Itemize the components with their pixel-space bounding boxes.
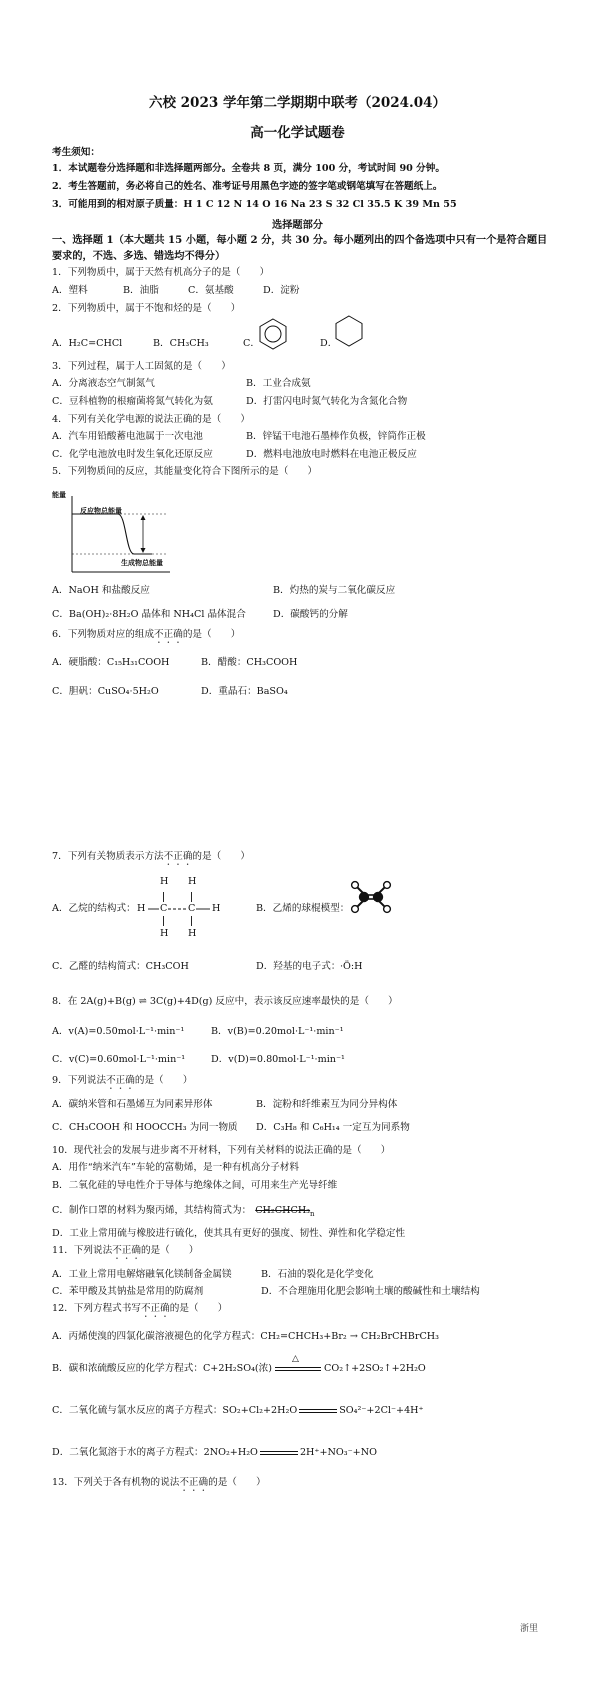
ethane-c-2: C (188, 903, 196, 914)
ethane-h-top-1: H (160, 876, 169, 887)
q2-option-c: C． (243, 338, 260, 349)
exam-subtitle: 高一化学试题卷 (250, 125, 345, 141)
q5-stem: 5．下列物质间的反应，其能量变化符合下图所示的是（ ） (52, 466, 318, 477)
notice-item-2: 2．考生答题前，务必将自己的姓名、准考证号用黑色字迹的签字笔或钢笔填写在答题纸上。 (52, 181, 443, 192)
ethylene-ball-stick-icon (348, 880, 394, 914)
q3-option-d: D．打雷闪电时氮气转化为含氮化合物 (246, 396, 408, 407)
ethane-h-bottom-1: H (160, 928, 169, 939)
q6-option-b: B．醋酸：CH₃COOH (201, 657, 298, 668)
q8-option-b: B．v(B)=0.20mol·L⁻¹·min⁻¹ (211, 1026, 344, 1037)
q9-option-c: C．CH₃COOH 和 HOOCCH₃ 为同一物质 (52, 1122, 238, 1133)
q11-option-d: D．不合理施用化肥会影响土壤的酸碱性和土壤结构 (261, 1286, 480, 1297)
q3-stem: 3．下列过程，属于人工固氮的是（ ） (52, 361, 231, 372)
q6-stem: 6．下列物质对应的组成不正确的是（ ） (52, 629, 241, 640)
benzene-ring-icon (258, 317, 288, 351)
q8-option-d: D．v(D)=0.80mol·L⁻¹·min⁻¹ (211, 1054, 345, 1065)
q3-option-c: C．豆科植物的根瘤菌将氮气转化为氨 (52, 396, 213, 407)
footer-mark: 浙里 (520, 1624, 539, 1634)
equals-sign (260, 1451, 298, 1455)
q10-option-d: D．工业上常用硫与橡胶进行硫化，使其具有更好的强度、韧性、弹性和化学稳定性 (52, 1228, 406, 1239)
q5-option-b: B．灼热的炭与二氧化碳反应 (273, 585, 396, 596)
q6-option-d: D．重晶石：BaSO₄ (201, 686, 288, 697)
q2-option-d: D． (320, 338, 338, 349)
q1-option-c: C．氨基酸 (188, 285, 234, 296)
q5-option-a: A．NaOH 和盐酸反应 (52, 585, 150, 596)
q4-option-a: A．汽车用铅酸蓄电池属于一次电池 (52, 431, 203, 442)
ethane-h-right: H (212, 903, 221, 914)
q11-option-a: A．工业上常用电解熔融氧化镁制备金属镁 (52, 1269, 232, 1280)
q8-option-c: C．v(C)=0.60mol·L⁻¹·min⁻¹ (52, 1054, 186, 1065)
q1-option-b: B．油脂 (123, 285, 159, 296)
section-instruction: 一、选择题 1（本大题共 15 小题，每小题 2 分，共 30 分。每小题列出的四个备选项中只有一个是符合题目要求的，不选、多选、错选均不得分） (52, 234, 548, 262)
q7-option-d: D．羟基的电子式： (256, 961, 341, 972)
q9-stem: 9．下列说法不正确的是（ ） (52, 1075, 193, 1086)
q5-option-d: D．碳酸钙的分解 (273, 609, 348, 620)
q13-stem: 13．下列关于各有机物的说法不正确的是（ ） (52, 1477, 266, 1488)
q6-option-a: A．硬脂酸：C₁₅H₃₁COOH (52, 657, 170, 668)
q12-option-d: D．二氧化氮溶于水的离子方程式：2NO₂+H₂O 2H⁺+NO₃⁻+NO (52, 1447, 377, 1458)
ethane-h-bottom-2: H (188, 928, 197, 939)
q9-option-d: D．C₃H₈ 和 C₆H₁₄ 一定互为同系物 (256, 1122, 410, 1133)
q9-option-b: B．淀粉和纤维素互为同分异构体 (256, 1099, 398, 1110)
cyclohexane-ring-icon (334, 314, 364, 348)
energy-diagram (52, 490, 172, 585)
q7-option-a: A．乙烷的结构式： (52, 903, 136, 914)
polymer-degree: n (310, 1209, 315, 1218)
q6-option-c: C．胆矾：CuSO₄·5H₂O (52, 686, 159, 697)
q4-option-d: D．燃料电池放电时燃料在电池正极反应 (246, 449, 417, 460)
q8-stem: 8．在 2A(g)+B(g) ⇌ 3C(g)+4D(g) 反应中，表示该反应速率最快的是（ ） (52, 996, 398, 1007)
q7-option-c: C．乙醛的结构简式：CH₃COH (52, 961, 189, 972)
q7-option-b: B．乙烯的球棍模型： (256, 903, 350, 914)
reactant-energy-label: 反应物总能量 (80, 506, 122, 515)
product-energy-label: 生成物总能量 (121, 558, 163, 567)
q11-option-b: B．石油的裂化是化学变化 (261, 1269, 374, 1280)
q9-option-a: A．碳纳米管和石墨烯互为同素异形体 (52, 1099, 213, 1110)
notice-item-3: 3．可能用到的相对原子质量：H 1 C 12 N 14 O 16 Na 23 S 32 Cl 35.5 K 39 Mn 55 (52, 199, 457, 210)
q10-stem: 10．现代社会的发展与进步离不开材料，下列有关材料的说法正确的是（ ） (52, 1145, 391, 1156)
q2-option-b: B．CH₃CH₃ (153, 338, 209, 349)
q1-option-d: D．淀粉 (263, 285, 300, 296)
q12-option-a: A．丙烯使溴的四氯化碳溶液褪色的化学方程式：CH₂=CHCH₃+Br₂ → CH₂BrCHBrCH₃ (52, 1331, 439, 1342)
q5-option-c: C．Ba(OH)₂·8H₂O 晶体和 NH₄Cl 晶体混合 (52, 609, 246, 620)
notice-heading: 考生须知： (52, 147, 100, 158)
q1-stem: 1．下列物质中，属于天然有机高分子的是（ ） (52, 267, 270, 278)
q4-option-c: C．化学电池放电时发生氧化还原反应 (52, 449, 213, 460)
q12-option-b: B．碳和浓硫酸反应的化学方程式：C+2H₂SO₄(浓) △ CO₂↑+2SO₂↑+2H₂O (52, 1353, 426, 1374)
q11-option-c: C．苯甲酸及其钠盐是常用的防腐剂 (52, 1286, 204, 1297)
q12-option-c: C．二氧化硫与氯水反应的离子方程式：SO₂+Cl₂+2H₂O SO₄²⁻+2Cl⁻+4H⁺ (52, 1405, 424, 1416)
q2-stem: 2．下列物质中，属于不饱和烃的是（ ） (52, 303, 241, 314)
q4-option-b: B．锌锰干电池石墨棒作负极，锌筒作正极 (246, 431, 426, 442)
q3-option-a: A．分离液态空气制氮气 (52, 378, 155, 389)
q4-stem: 4．下列有关化学电源的说法正确的是（ ） (52, 414, 250, 425)
notice-item-1: 1．本试题卷分选择题和非选择题两部分。全卷共 8 页，满分 100 分，考试时间 90 分钟。 (52, 163, 445, 174)
q10-option-a: A．用作“纳米汽车”车轮的富勒烯，是一种有机高分子材料 (52, 1162, 299, 1173)
q12-stem: 12．下列方程式书写不正确的是（ ） (52, 1303, 228, 1314)
q7-stem: 7．下列有关物质表示方法不正确的是（ ） (52, 851, 250, 862)
section-title: 选择题部分 (272, 219, 323, 231)
polypropylene-formula: CH₂CHCH₃ (255, 1205, 311, 1216)
heat-symbol: △ (292, 1353, 299, 1364)
heating-condition-sign (275, 1353, 321, 1371)
q11-stem: 11．下列说法不正确的是（ ） (52, 1245, 199, 1256)
q3-option-b: B．工业合成氨 (246, 378, 311, 389)
ethane-h-left: H (137, 903, 146, 914)
energy-axis-label: 能量 (52, 490, 66, 499)
exam-title: 六校 2023 学年第二学期期中联考（2024.04） (148, 95, 447, 111)
q1-option-a: A．塑料 (52, 285, 88, 296)
q10-option-b: B．二氧化硅的导电性介于导体与绝缘体之间，可用来生产光导纤维 (52, 1180, 338, 1191)
hydroxyl-electron-formula: ·Ö:H (340, 961, 363, 972)
q8-option-a: A．v(A)=0.50mol·L⁻¹·min⁻¹ (52, 1026, 185, 1037)
q10-option-c: C．制作口罩的材料为聚丙烯，其结构简式为： $CH_2CHCH_3_n$ (52, 1205, 315, 1218)
q2-option-a: A．H₂C=CHCl (52, 338, 123, 349)
ethane-h-top-2: H (188, 876, 197, 887)
equals-sign (299, 1409, 337, 1413)
ethane-c-1: C (160, 903, 168, 914)
ethane-bonds (140, 880, 220, 935)
